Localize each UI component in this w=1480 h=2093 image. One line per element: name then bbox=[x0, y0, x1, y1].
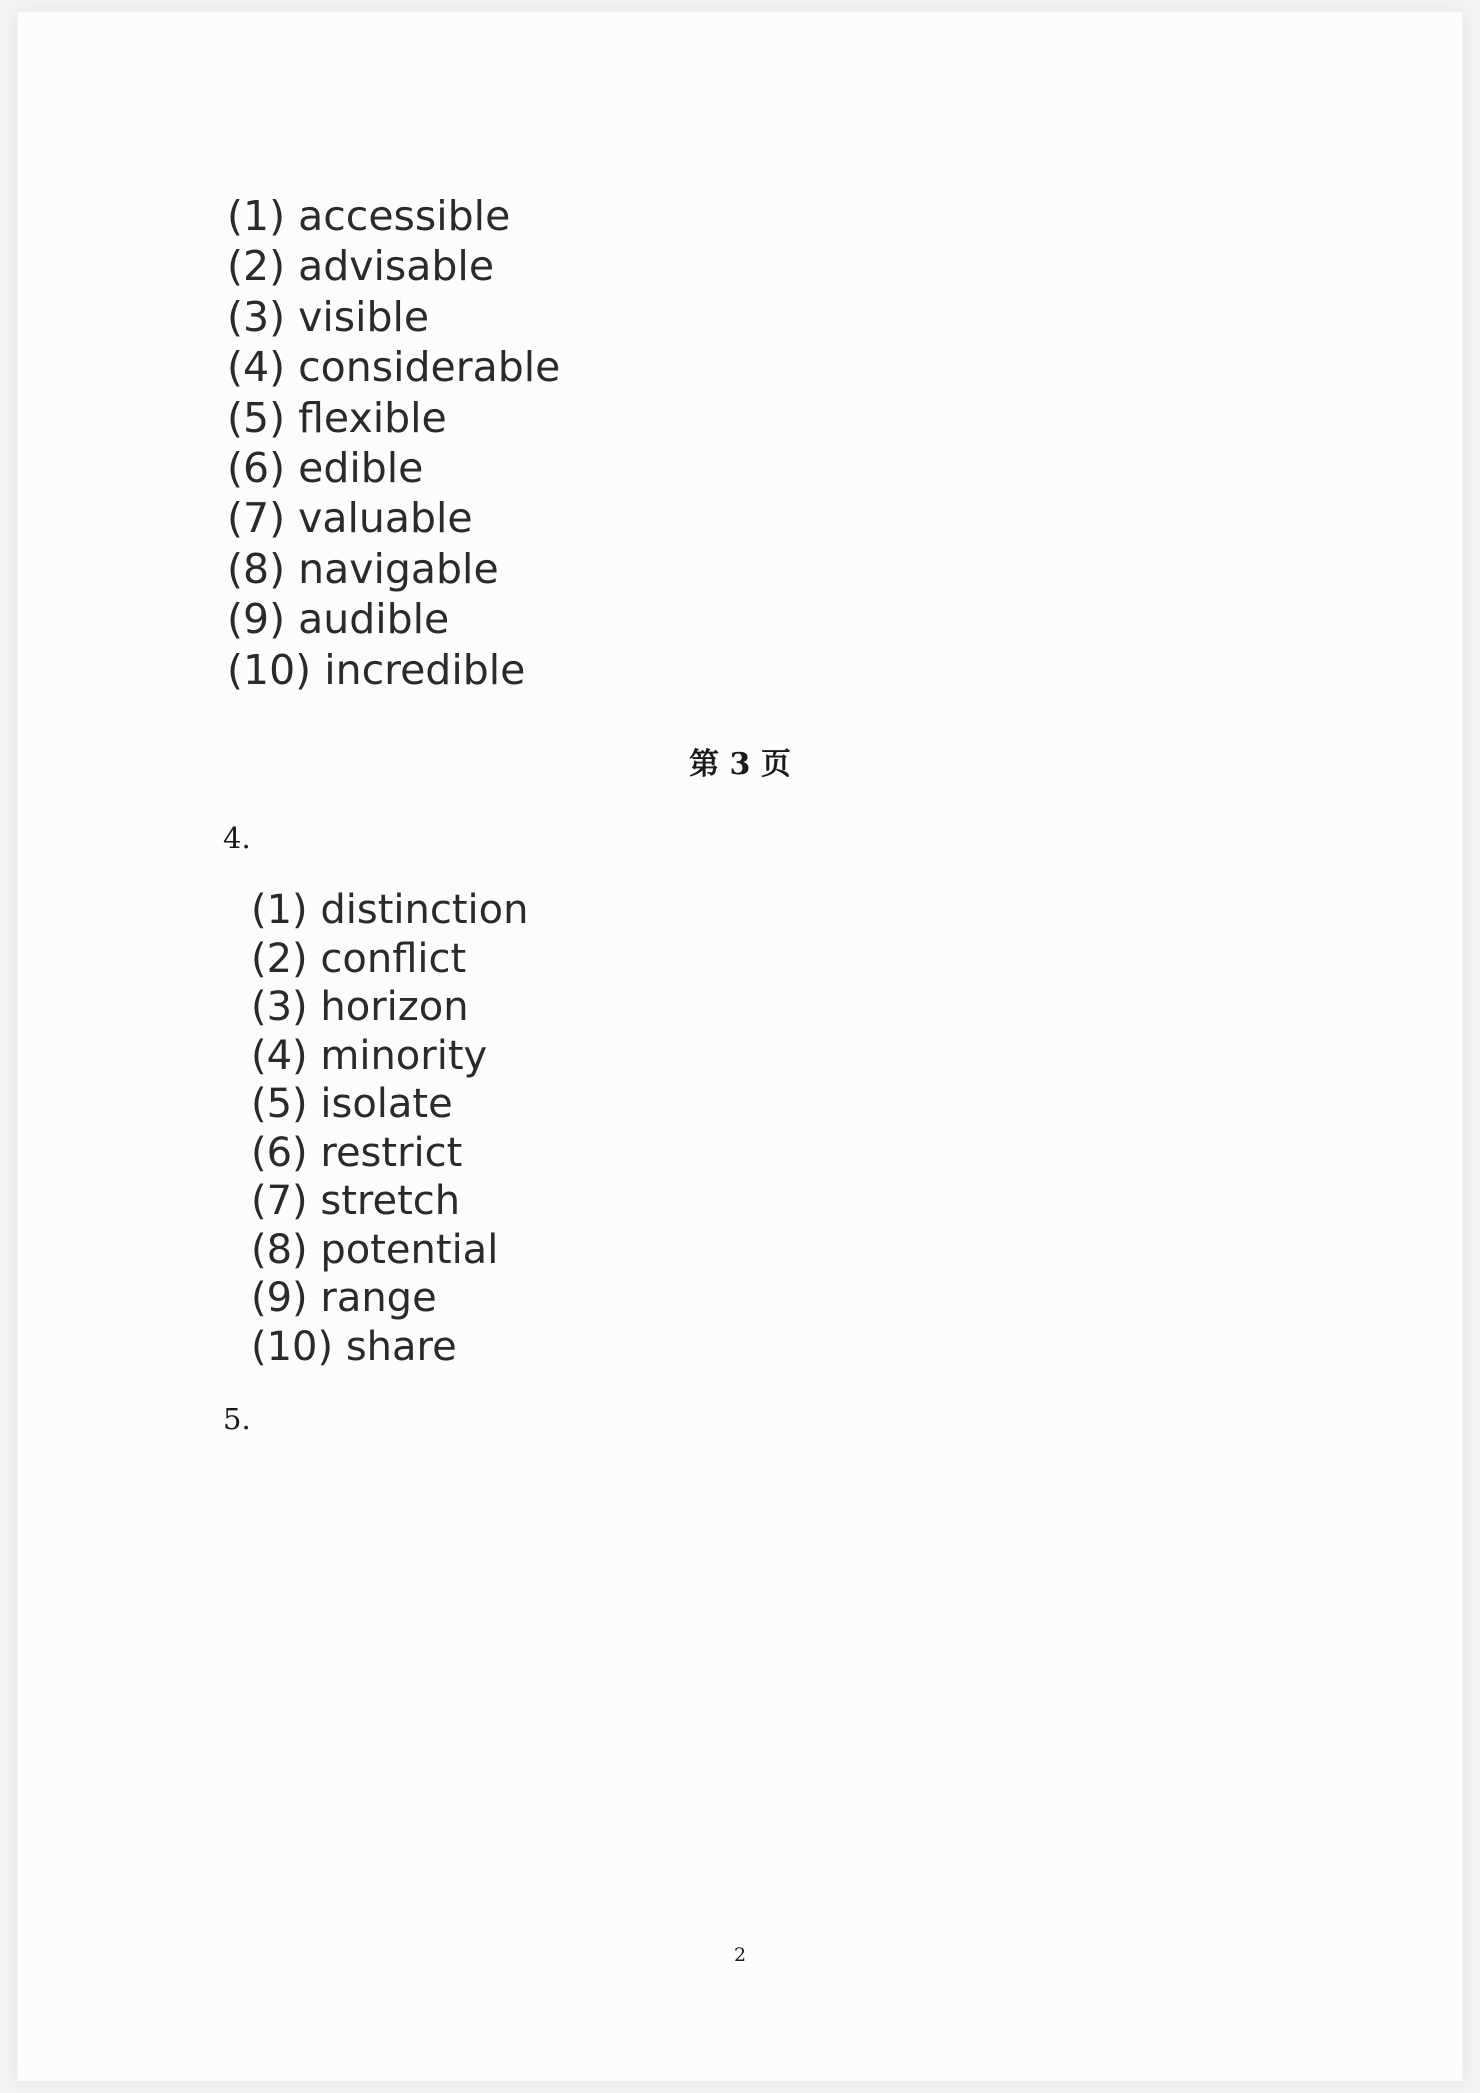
answer-list-question4 bbox=[251, 886, 528, 1371]
list-item: (5) flexible bbox=[227, 393, 447, 442]
list-item: (3) horizon bbox=[251, 984, 469, 1030]
list-item: (8) navigable bbox=[227, 544, 499, 593]
list-item: (9) audible bbox=[227, 595, 450, 644]
list-item: (9) range bbox=[251, 1275, 437, 1321]
list-item: (7) stretch bbox=[251, 1178, 461, 1224]
list-item: (5) isolate bbox=[251, 1081, 453, 1127]
list-item: (10) share bbox=[251, 1323, 457, 1370]
page-number: 2 bbox=[733, 1944, 747, 1966]
list-item: (3) visible bbox=[227, 292, 430, 341]
list-item: (1) distinction bbox=[251, 887, 529, 933]
list-item: (1) accessible bbox=[227, 192, 511, 240]
question-number-5: 5. bbox=[223, 1402, 251, 1436]
list-item: (6) restrict bbox=[251, 1129, 463, 1176]
list-item: (4) minority bbox=[251, 1032, 488, 1079]
answer-list-section1 bbox=[227, 191, 560, 695]
list-item: (8) potential bbox=[251, 1226, 499, 1273]
list-item: (4) considerable bbox=[227, 343, 561, 392]
question-number-4: 4. bbox=[223, 821, 251, 855]
section-heading: 第 3 页 bbox=[689, 747, 791, 782]
list-item: (2) conflict bbox=[251, 935, 467, 982]
list-item: (6) edible bbox=[227, 443, 424, 492]
list-item: (10) incredible bbox=[227, 645, 526, 694]
list-item: (2) advisable bbox=[227, 242, 495, 291]
list-item: (7) valuable bbox=[227, 494, 473, 543]
